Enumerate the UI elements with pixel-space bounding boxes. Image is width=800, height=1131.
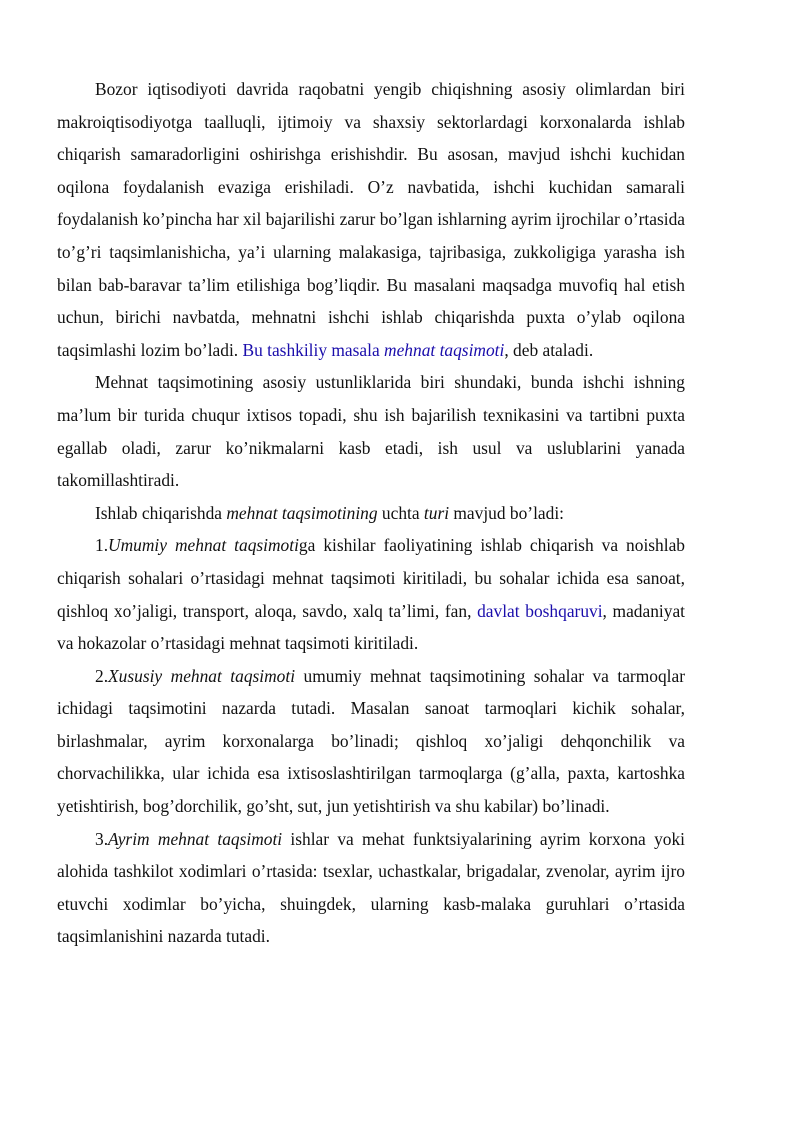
paragraph-6 [57,823,685,953]
paragraph-text: , deb ataladi. [504,339,594,360]
emphasis-term: Ayrim mehnat taqsimoti [108,828,283,849]
hyperlink-davlat-boshqaruvi[interactable]: davlat boshqaruvi [477,600,603,621]
hyperlink-mehnat-taqsimoti[interactable]: mehnat taqsimoti [384,339,505,360]
paragraph-text: Ishlab chiqarishda [95,502,227,523]
document-page [57,73,685,953]
paragraph-1 [57,73,685,366]
paragraph-text: Bozor iqtisodiyoti davrida raqobatni yengib chiqishning asosiy olimlardan biri makroiqtisodiyotga taalluqli, ijtimoiy va shaxsiy sektorlardagi korxonalarda ishlab chiqarish samaradorligini oshirishga erishishdir. Bu asosan, mavjud ishchi kuchidan oqilona foydalanish evaziga erishiladi. O’z navbatida, ishchi kuchidan samarali foydalanish ko’pincha har xil bajarilishi zarur bo’lgan ishlarning ayrim ijrochilar o’rtasida to’g’ri taqsimlanishicha, ya’i ularning malakasiga, tajribasiga, zukkoligiga yarasha ish bilan bab-baravar ta’lim etilishiga bog’liqdir. Bu masalani maqsadga muvofiq hal etish uchun, birichi navbatda, mehnatni ishchi ishlab chiqarishda puxta o’ylab oqilona taqsimlashi lozim bo’ladi. [57,79,685,360]
emphasis-term: turi [423,502,450,523]
paragraph-text: ishlar va mehat funktsiyalarining ayrim korxona yoki alohida tashkilot xodimlari o’rtasida: tsexlar, uchastkalar, brigadalar, zvenolar, ayrim ijro etuvchi xodimlar bo’yicha, shuingdek, ularning kasb-malaka guruhlari o’rtasida taqsimlanishini nazarda tutadi. [57,828,685,947]
list-number: 2. [95,665,109,686]
emphasis-term: Xususiy mehnat taqsimoti [108,665,296,686]
list-number: 1. [95,535,109,556]
paragraph-4 [57,529,685,659]
paragraph-text: ga kishilar faoliyatining ishlab chiqarish va noishlab chiqarish sohalari o’rtasidagi mehnat taqsimoti kiritiladi, bu sohalar ichida esa sanoat, qishloq xo’jaligi, transport, aloqa, savdo, xalq ta’limi, fan, [57,535,685,621]
paragraph-text: mavjud bo’ladi: [449,502,565,523]
emphasis-term: mehnat taqsimotining [226,502,378,523]
hyperlink-tashkiliy-masala[interactable]: Bu tashkiliy masala [242,339,380,360]
paragraph-5 [57,660,685,823]
paragraph-text: umumiy mehnat taqsimotining sohalar va tarmoqlar ichidagi taqsimotini nazarda tutadi. Masalan sanoat tarmoqlari kichik sohalar, birlashmalar, ayrim korxonalarga bo’linadi; qishloq xo’jaligi dehqonchilik va chorvachilikka, ular ichida esa ixtisoslashtirilgan tarmoqlarga (g’alla, paxta, kartoshka yetishtirish, bog’dorchilik, go’sht, sut, jun yetishtirish va shu kabilar) bo’linadi. [57,665,685,817]
paragraph-text: , madaniyat va hokazolar o’rtasidagi mehnat taqsimoti kiritiladi. [57,600,685,654]
paragraph-3 [57,497,685,530]
emphasis-term: Umumiy mehnat taqsimoti [108,535,299,556]
paragraph-2: Mehnat taqsimotining asosiy ustunliklarida biri shundaki, bunda ishchi ishning ma’lum bir turida chuqur ixtisos topadi, shu ish bajarilish texnikasini va tartibni puxta egallab oladi, zarur ko’nikmalarni kasb etadi, ish usul va uslublarini yanada takomillashtiradi. [57,372,685,491]
paragraph-text: uchta [377,502,424,523]
list-number: 3. [95,828,109,849]
